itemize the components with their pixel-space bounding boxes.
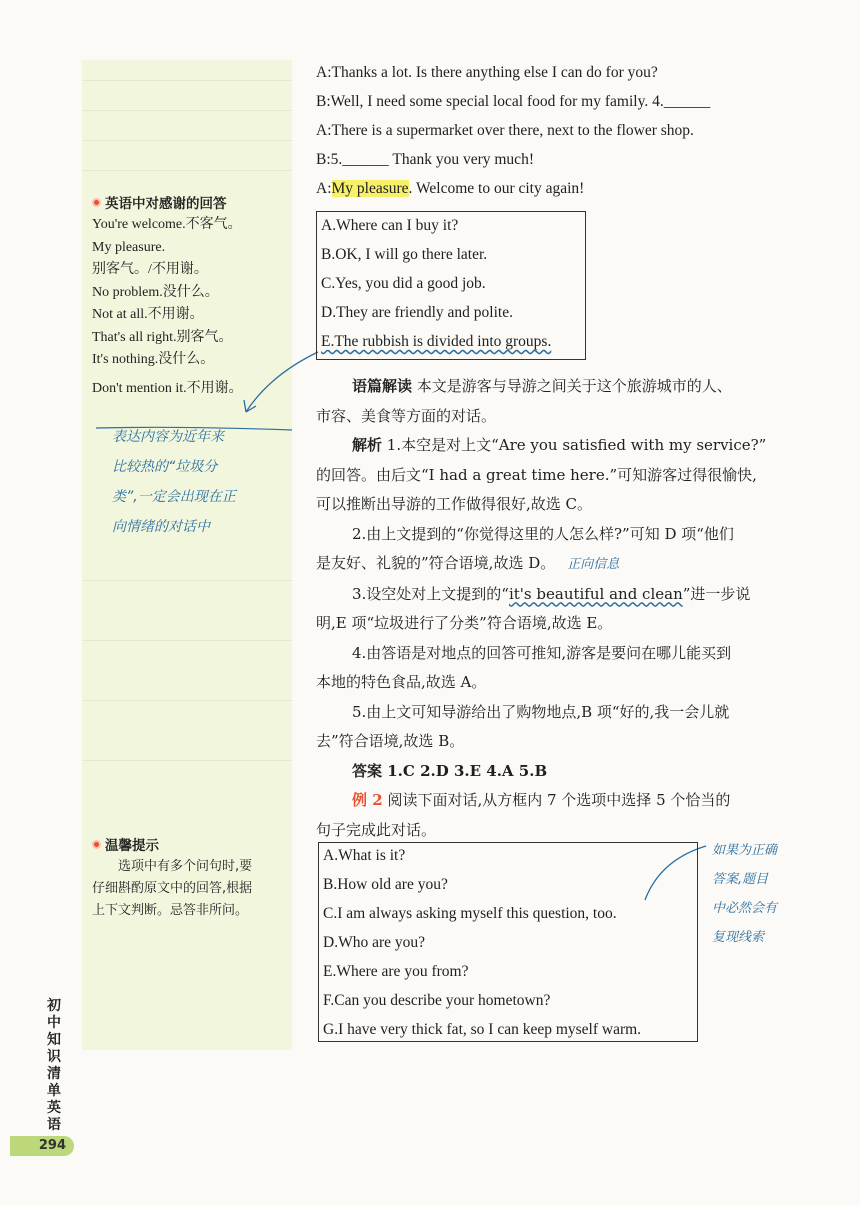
option-item: D.They are friendly and polite. xyxy=(321,304,513,321)
dialogue-line: A:My pleasure. Welcome to our city again! xyxy=(316,180,585,197)
option-item: A.Where can I buy it? xyxy=(321,217,459,234)
option-item: B.OK, I will go there later. xyxy=(321,246,488,263)
list-item: Don't mention it.不用谢。 xyxy=(92,380,243,396)
page-number: 294 xyxy=(10,1136,74,1156)
handwritten-note: 如果为正确 答案,题目 中必然会有 复现线索 xyxy=(712,843,778,945)
tip-text: 选项中有多个问句时,要 仔细斟酌原文中的回答,根据 上下文判断。忌答非所问。 xyxy=(92,859,253,918)
handwritten-note: 表达内容为近年来 比较热的“垃圾分 类”,一定会出现在正 向情绪的对话中 xyxy=(112,429,236,535)
list-item: No problem.没什么。 xyxy=(92,284,219,300)
option-item: B.How old are you? xyxy=(323,876,448,893)
analysis-label: 解析 xyxy=(352,436,383,454)
dialogue-line: A:Thanks a lot. Is there anything else I can do for you? xyxy=(316,64,658,81)
example-label: 例 2 xyxy=(352,791,383,809)
answer-line: 答案 1.C 2.D 3.E 4.A 5.B xyxy=(352,761,548,780)
options-box xyxy=(316,211,586,360)
option-item: D.Who are you? xyxy=(323,934,425,951)
intro-label: 语篇解读 xyxy=(352,377,413,395)
options-box xyxy=(318,842,698,1042)
list-item: It's nothing.没什么。 xyxy=(92,352,215,367)
section-title: 英语中对感谢的回答 xyxy=(92,192,243,212)
option-item: G.I have very thick fat, so I can keep myself warm. xyxy=(323,1021,642,1038)
note-underline xyxy=(96,427,292,430)
list-item: You're welcome.不客气。 xyxy=(92,217,242,232)
list-item: My pleasure. xyxy=(92,239,166,255)
list-item: That's all right.别客气。 xyxy=(92,329,233,345)
list-item: Not at all.不用谢。 xyxy=(92,307,204,322)
handwritten-note: 正向信息 xyxy=(567,557,620,572)
list-item: 别客气。/不用谢。 xyxy=(92,262,208,277)
option-item: E.The rubbish is divided into groups. xyxy=(321,333,552,350)
bullet-dot-icon xyxy=(92,840,101,849)
option-item: C.Yes, you did a good job. xyxy=(321,275,486,292)
analysis-section: 语篇解读 本文是游客与导游之间关于这个旅游城市的人、 市容、美食等方面的对话。 解析 1.本空是对上文“Are you satisfied with my service?” 的回答。由后文“I had a great time here.”可知游客过得很愉快, 可以推断出导游的工作做得很好,故选 C。 2.由上文提到的“你觉得这里的人怎么样?”可知 D 项“他们 是友好、礼貌的”符合语境,故选 D。 正向信息 3.设空处对上文提到的“it's beautiful and clean”进一步说 明,E 项“垃圾进行了分类”符合语境,故选 E。 4.由答语是对地点的回答可推知,游客是要问在哪儿能买到 本地的特色食品,故选 A。 5.由上文可知导游给出了购物地点,B 项“好的,我一会儿就 去”符合语境,故选 B。 答案 1.C 2.D 3.E 4.A 5.B 例 2 阅读下面对话,从方框内 7 个选项中选择 5 个恰当的 句子完成此对话。 xyxy=(316,372,836,845)
arrow-line xyxy=(246,352,318,412)
option-item: A.What is it? xyxy=(323,847,406,864)
option-item: E.Where are you from? xyxy=(323,963,469,980)
book-label: 初中知识清单 英语 xyxy=(47,998,61,1133)
option-item: F.Can you describe your hometown? xyxy=(323,992,551,1009)
highlighted-text: My pleasure xyxy=(331,180,409,197)
tip-section xyxy=(92,834,292,922)
underlined-quote: it's beautiful and clean xyxy=(508,584,683,603)
section-title: 温馨提示 xyxy=(92,834,292,854)
dialogue-line: B:5.______ Thank you very much! xyxy=(316,151,534,168)
option-item: C.I am always asking myself this question, too. xyxy=(323,905,617,922)
dialogue-line: A:There is a supermarket over there, next to the flower shop. xyxy=(316,122,694,139)
dialogue-line: B:Well, I need some special local food for my family. 4.______ xyxy=(316,93,711,110)
